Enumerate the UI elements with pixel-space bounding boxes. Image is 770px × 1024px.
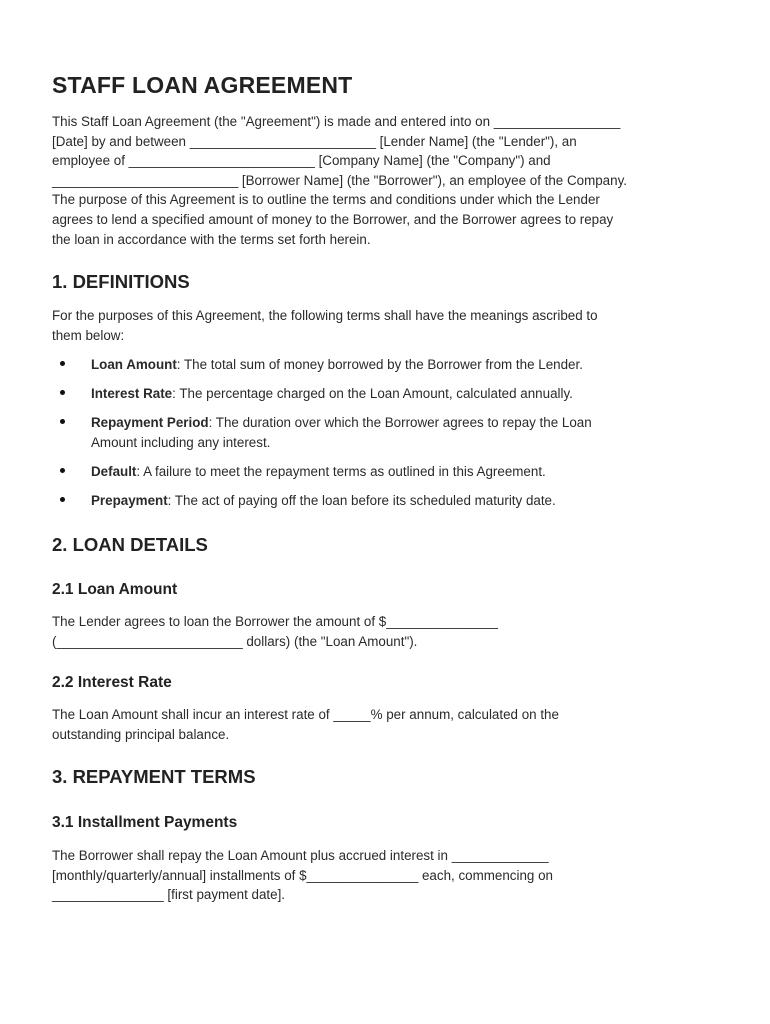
bullet-icon [60,390,65,395]
intro-paragraph [52,112,627,249]
bullet-icon [60,497,65,502]
definition-text: : The total sum of money borrowed by the Borrower from the Lender. [176,357,583,372]
intro-line: This Staff Loan Agreement (the "Agreement") is made and entered into on _________________ [52,114,621,129]
intro-line: agrees to lend a specified amount of money to the Borrower, and the Borrower agrees to repay [52,211,614,227]
paragraph-line: [monthly/quarterly/annual] installments of $_______________ each, commencing on [52,867,553,883]
section-heading-loan-details: 2. LOAN DETAILS [52,534,208,555]
definition-text: : The act of paying off the loan before its scheduled maturity date. [167,493,556,508]
definition-term: Interest Rate [91,386,173,401]
paragraph-line: outstanding principal balance. [52,726,230,742]
paragraph-line: _______________ [first payment date]. [52,887,286,903]
definition-term: Prepayment [91,493,168,508]
paragraph-line: The Loan Amount shall incur an interest rate of _____% per annum, calculated on the [52,707,559,722]
bullet-icon [60,361,65,366]
subsection-heading-loan-amount: 2.1 Loan Amount [52,581,178,598]
definition-term: Loan Amount [91,357,177,372]
document-title: STAFF LOAN AGREEMENT [52,72,353,98]
definition-text: : The duration over which the Borrower agrees to repay the Loan [208,415,592,430]
definition-term: Repayment Period [91,415,209,430]
intro-line: the loan in accordance with the terms set forth herein. [52,231,371,247]
interest-rate-paragraph [52,705,559,744]
paragraph-line: (_________________________ dollars) (the "Loan Amount"). [52,633,418,649]
definition-text: : The percentage charged on the Loan Amount, calculated annually. [172,386,573,401]
definition-text: Amount including any interest. [91,434,271,450]
intro-line: The purpose of this Agreement is to outline the terms and conditions under which the Lender [52,192,600,208]
intro-line: employee of _________________________ [Company Name] (the "Company") and [52,153,551,169]
definition-term: Default [91,464,137,479]
subsection-heading-interest-rate: 2.2 Interest Rate [52,674,172,691]
paragraph-line: The Borrower shall repay the Loan Amount plus accrued interest in _____________ [52,848,549,863]
definitions-intro [52,306,598,345]
bullet-icon [60,419,65,424]
subsection-heading-installment-payments: 3.1 Installment Payments [52,814,238,831]
intro-line: [Date] by and between _________________________ [Lender Name] (the "Lender"), an [52,133,577,149]
definition-text: : A failure to meet the repayment terms as outlined in this Agreement. [136,464,546,479]
definitions-intro-line: them below: [52,327,125,343]
paragraph-line: The Lender agrees to loan the Borrower the amount of $_______________ [52,614,498,629]
loan-amount-paragraph [52,612,498,651]
installment-payments-paragraph [52,846,553,905]
intro-line: _________________________ [Borrower Name] (the "Borrower"), an employee of the Company. [52,172,627,188]
section-heading-definitions: 1. DEFINITIONS [52,271,190,292]
definitions-intro-line: For the purposes of this Agreement, the following terms shall have the meanings ascribed to [52,308,598,323]
bullet-icon [60,468,65,473]
section-heading-repayment-terms: 3. REPAYMENT TERMS [52,766,256,787]
